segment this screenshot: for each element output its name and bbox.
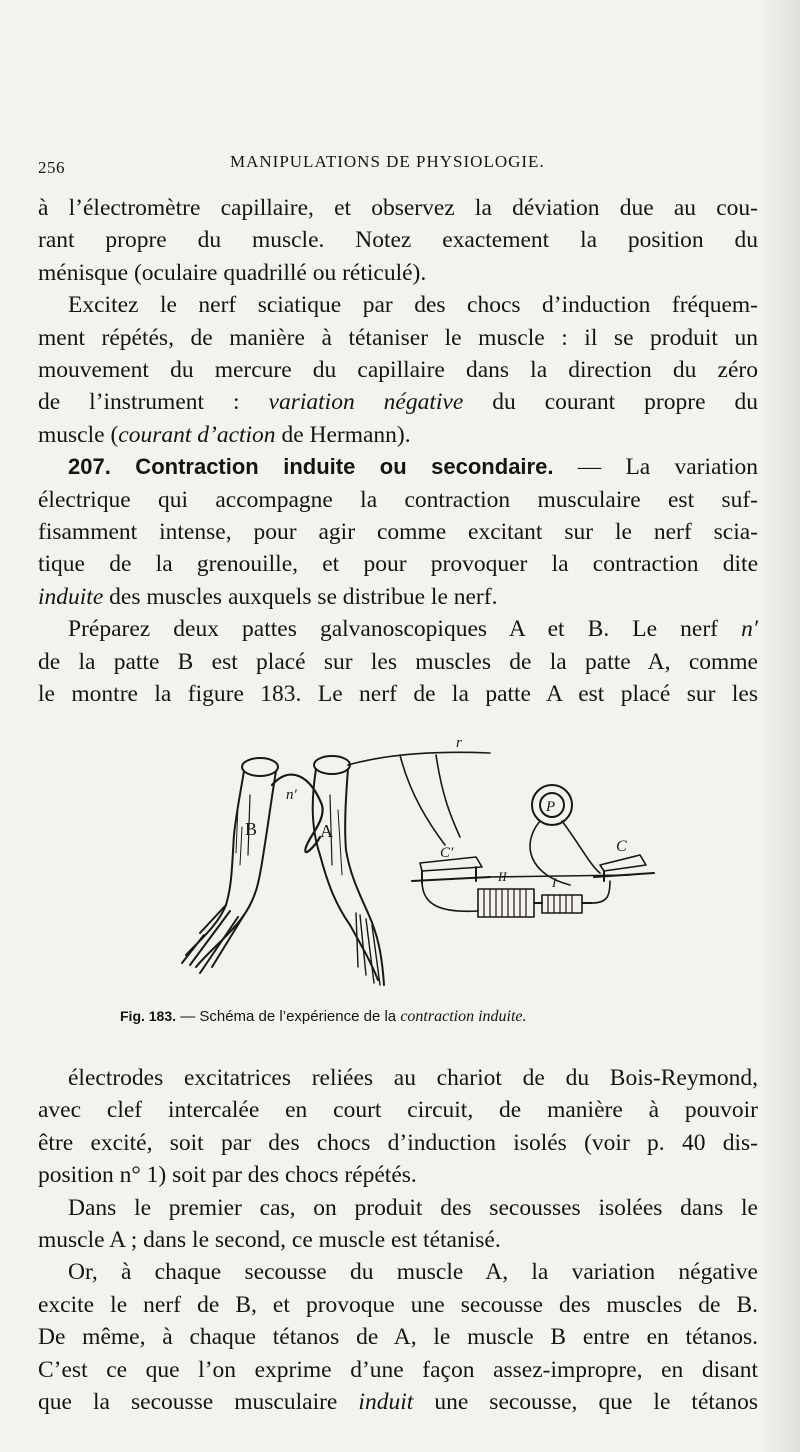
running-title: MANIPULATIONS DE PHYSIOLOGIE. (230, 152, 545, 171)
text-line: rant propre du muscle. Notez exactement la position du (38, 227, 758, 254)
text-line: à l’électromètre capillaire, et observez la déviation due au cou- (38, 195, 758, 221)
text-line: électrique qui accompagne la contraction musculaire est suf- (38, 486, 758, 513)
label-battery-p: P (546, 799, 556, 815)
text-line: avec clef intercalée en court circuit, de manière à pouvoir (38, 1097, 758, 1124)
figure-caption (120, 1008, 700, 1026)
frog-leg-b (182, 758, 278, 973)
label-wire-r: r (456, 735, 462, 751)
text-line: excite le nerf de B, et provoque une secousse des muscles de B. (38, 1291, 758, 1318)
text-line: le montre la figure 183. Le nerf de la patte A est placé sur les (38, 681, 758, 708)
induced-contraction-diagram (160, 735, 670, 995)
italic-term: courant d’action (118, 421, 276, 448)
text-line: Or, à chaque secousse du muscle A, la variation négative (68, 1259, 758, 1286)
text-line: mouvement du mercure du capillaire dans la direction du zéro (38, 357, 758, 384)
text-line: induite des muscles auxquels se distribue le nerf. (38, 583, 498, 610)
text-line: de l’instrument : variation négative du courant propre du (38, 389, 758, 416)
label-leg-a: A (320, 821, 333, 841)
section-heading-line: 207. Contraction induite ou secondaire. — La variation (68, 454, 758, 481)
wire-r (348, 752, 490, 765)
text-line: fisamment intense, pour agir comme excitant sur le nerf scia- (38, 519, 758, 546)
caption-text: — Schéma de l’expérience de la (176, 1008, 401, 1025)
nerve-n-prime (272, 775, 323, 853)
figure-183 (160, 735, 670, 995)
bottom-paragraphs (38, 1062, 758, 1418)
text-line: être excité, soit par des chocs d’induction isolés (voir p. 40 dis- (38, 1129, 758, 1156)
italic-term: variation négative (268, 389, 464, 416)
text-line: Préparez deux pattes galvanoscopiques A et B. Le nerf n′ (68, 616, 758, 643)
top-paragraphs (38, 192, 758, 711)
text-line: Dans le premier cas, on produit des secousses isolées dans le (68, 1194, 758, 1221)
caption-figure-number: Fig. 183. (120, 1008, 177, 1024)
text-line: C’est ce que l’on exprime d’une façon assez-impropre, en disant (38, 1356, 758, 1383)
label-coil-ii: II (498, 869, 507, 884)
page-header (38, 150, 758, 180)
coil-i (534, 895, 592, 913)
key-c (594, 855, 654, 881)
text-line: ment répétés, de manière à tétaniser le muscle : il se produit un (38, 324, 758, 351)
label-leg-b: B (245, 819, 258, 839)
text-line: de la patte B est placé sur les muscles de la patte A, comme (38, 648, 758, 675)
caption-italic: contraction induite. (400, 1008, 527, 1025)
italic-term: induite (38, 583, 104, 610)
text-line: muscle (courant d’action de Hermann). (38, 421, 411, 448)
text-line: électrodes excitatrices reliées au chariot de du Bois-Reymond, (68, 1065, 758, 1091)
label-key-c: C (616, 838, 627, 855)
label-nerve-n-prime: n′ (286, 787, 297, 803)
section-heading: 207. Contraction induite ou secondaire. (68, 454, 554, 480)
text-line: tique de la grenouille, et pour provoquer la contraction dite (38, 551, 758, 578)
text-line: De même, à chaque tétanos de A, le muscle B entre en tétanos. (38, 1324, 758, 1351)
page-edge-shadow (760, 0, 800, 1452)
text-line: ménisque (oculaire quadrillé ou réticulé). (38, 259, 427, 286)
coil-ii (478, 889, 534, 917)
label-key-c-prime: C′ (440, 845, 454, 861)
frog-leg-a (313, 756, 384, 985)
italic-term: induit (358, 1389, 414, 1416)
text-line: Excitez le nerf sciatique par des chocs d’induction fréquem- (68, 292, 758, 319)
text-line: muscle A ; dans le second, ce muscle est tétanisé. (38, 1227, 501, 1254)
italic-term: n′ (741, 616, 758, 643)
text-line: que la secousse musculaire induit une secousse, que le tétanos (38, 1389, 758, 1416)
label-coil-i: I (552, 875, 557, 890)
text-line: position n° 1) soit par des chocs répétés. (38, 1162, 417, 1189)
page-number: 256 (38, 158, 65, 177)
